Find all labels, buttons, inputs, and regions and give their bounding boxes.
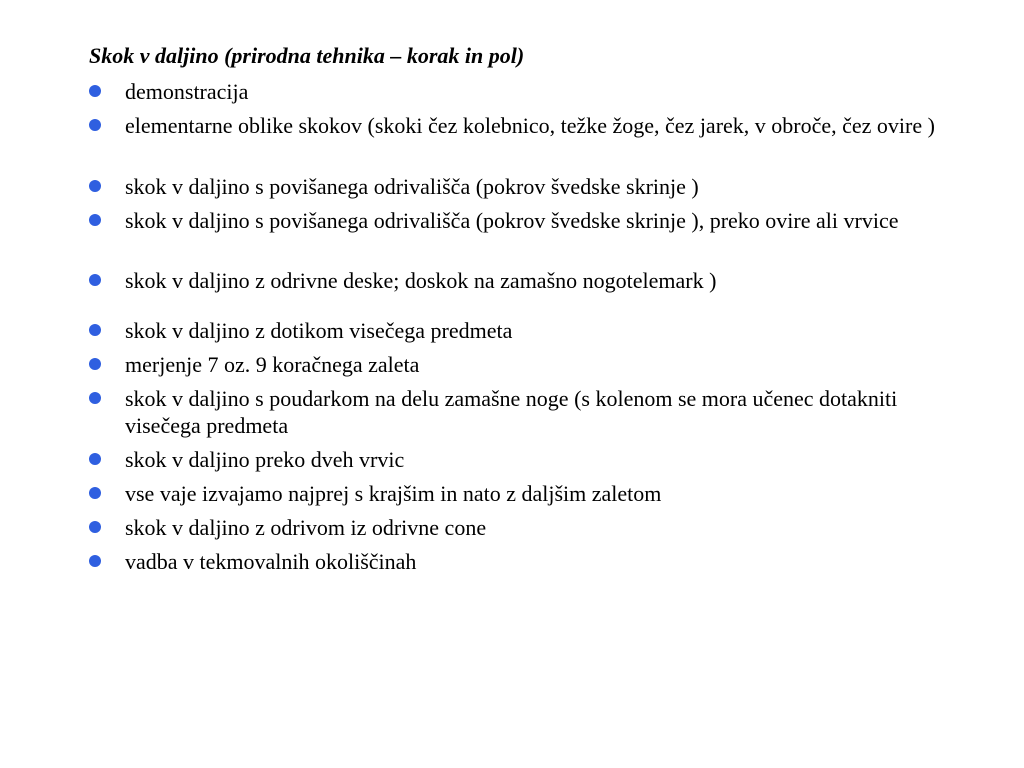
list-item bbox=[89, 446, 969, 473]
list-item bbox=[89, 514, 969, 541]
list-item bbox=[89, 173, 969, 200]
list-item bbox=[89, 267, 969, 294]
list-item-text: merjenje 7 oz. 9 koračnega zaleta bbox=[125, 352, 420, 377]
bullet-icon bbox=[89, 487, 101, 499]
list-item-text: skok v daljino z dotikom visečega predmeta bbox=[125, 318, 513, 343]
list-item-text: vadba v tekmovalnih okoliščinah bbox=[125, 549, 417, 574]
list-item bbox=[89, 78, 969, 105]
bullet-icon bbox=[89, 453, 101, 465]
list-item bbox=[89, 480, 969, 507]
list-item bbox=[89, 385, 969, 439]
list-item-text: skok v daljino z odrivom iz odrivne cone bbox=[125, 515, 487, 540]
bullet-icon bbox=[89, 358, 101, 370]
list-item-text: skok v daljino preko dveh vrvic bbox=[125, 447, 405, 472]
list-item bbox=[89, 548, 969, 575]
bullet-icon bbox=[89, 555, 101, 567]
bullet-icon bbox=[89, 180, 101, 192]
bullet-icon bbox=[89, 392, 101, 404]
list-item-text: vse vaje izvajamo najprej s krajšim in nato z daljšim zaletom bbox=[125, 481, 662, 506]
list-item-text: demonstracija bbox=[125, 79, 249, 104]
bullet-icon bbox=[89, 214, 101, 226]
bullet-icon bbox=[89, 274, 101, 286]
slide-title: Skok v daljino (prirodna tehnika – korak in pol) bbox=[89, 43, 525, 68]
list-item-text: skok v daljino z odrivne deske; doskok na zamašno nogotelemark ) bbox=[125, 268, 717, 293]
list-item bbox=[89, 351, 969, 378]
list-item bbox=[89, 112, 969, 139]
list-item-text: skok v daljino s povišanega odrivališča (pokrov švedske skrinje ), preko ovire ali vrvice bbox=[125, 208, 899, 233]
list-item-text: skok v daljino s poudarkom na delu zamašne noge (s kolenom se mora učenec dotakniti visečega predmeta bbox=[125, 386, 898, 438]
list-item bbox=[89, 207, 969, 234]
bullet-icon bbox=[89, 324, 101, 336]
bullet-icon bbox=[89, 521, 101, 533]
list-item-text: elementarne oblike skokov (skoki čez kolebnico, težke žoge, čez jarek, v obroče, čez ovire ) bbox=[125, 113, 935, 138]
bullet-icon bbox=[89, 85, 101, 97]
list-item-text: skok v daljino s povišanega odrivališča (pokrov švedske skrinje ) bbox=[125, 174, 699, 199]
bullet-icon bbox=[89, 119, 101, 131]
list-item bbox=[89, 317, 969, 344]
